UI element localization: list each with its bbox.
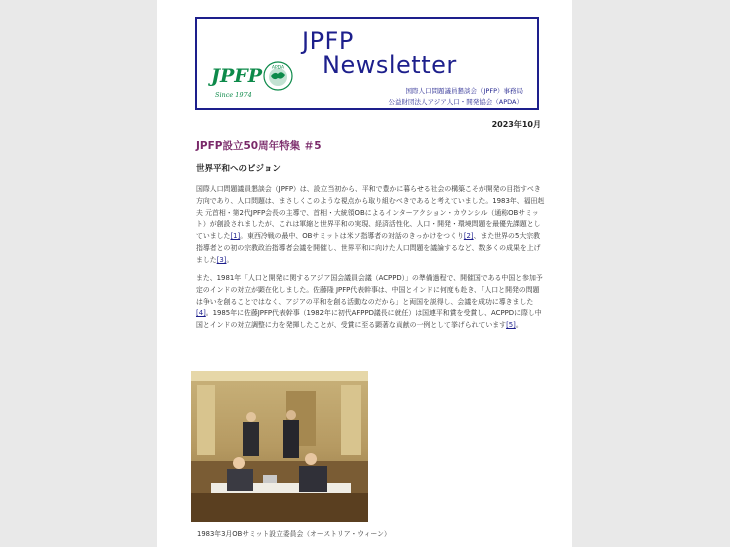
newsletter-title-line2: Newsletter [322,51,457,79]
jpfp-logo: JPFP [211,65,263,87]
paragraph-2-text: 。1985年に佐藤JPFP代表幹事（1982年に初代AFPPD議長に就任）は国連平和賞を受賞し、ACPPDに際し中国とインドの対立調整に力を発揮したことが、受賞に至る顕著な貢献の一例として挙げられています [196,309,542,330]
footnote-link-5[interactable]: [5] [506,321,516,330]
masthead [195,17,539,110]
footnote-link-1[interactable]: [1] [230,232,241,241]
paragraph-1 [196,184,546,267]
footnote-link-3[interactable]: [3] [216,255,227,264]
paragraph-1-text: 国際人口問題議員懇談会（JPFP）は、設立当初から、平和で豊かに暮らせる社会の構築こそが開発の目指すべき方向であり、人口問題は、まさしくこのような視点から取り組むべきであると考えていました。1983年、福田赳夫 元首相・第2代JPFP会長の主導で、首相・大統領OBによるインターアクション・カウンシル（通称OBサミット）が創設されましたが、これは軍縮と世界平和の実現、経済活性化、人口・開発・環境問題を最優先課題としていました [196,185,545,241]
ob-summit-photo [191,371,368,522]
section-heading: 世界平和へのビジョン [196,164,281,174]
org-line-2: 公益財団法人アジア人口・開発協会（APDA） [388,98,523,106]
paragraph-2-text: 。 [515,321,523,330]
paragraph-1-text: 。東西冷戦の最中、OBサミットは米ソ指導者の対話のきっかけをつくり [240,232,464,241]
newsletter-title-line1: JPFP [302,27,354,55]
org-line-1: 国際人口問題議員懇談会（JPFP）事務局 [405,87,523,95]
paragraph-1-text: 。 [226,255,234,264]
paragraph-2-text: また、1981年「人口と開発に関するアジア国会議員会議（ACPPD）」の準備過程で、開催国である中国と参加予定のインドの対立が顕在化しました。佐藤隆 JPFP代表幹事は、中国とインドに何度も赴き、「人口と開発の問題は争いを創ることではなく、アジアの平和を創る活動なのだから」と両国を説得し、会議を成功に導きました [196,274,543,306]
apda-emblem-text: APDA [271,65,285,71]
paragraph-1-text: 、また世界の5大宗教指導者との初の宗教政治指導者会議を開催し、世界平和に向けた人口問題を議論するなど、数多くの成果を上げました [196,232,541,264]
logo-since: Since 1974 [215,91,252,99]
issue-date: 2023年10月 [491,120,541,129]
apda-emblem-icon [263,61,293,91]
special-feature-title: JPFP設立50周年特集 ＃5 [196,140,322,152]
newsletter-page [157,0,572,547]
paragraph-2 [196,273,546,332]
photo-caption: 1983年3月OBサミット設立委員会（オーストリア・ウィーン） [197,530,391,538]
footnote-link-4[interactable]: [4] [196,309,206,318]
footnote-link-2[interactable]: [2] [463,232,474,241]
